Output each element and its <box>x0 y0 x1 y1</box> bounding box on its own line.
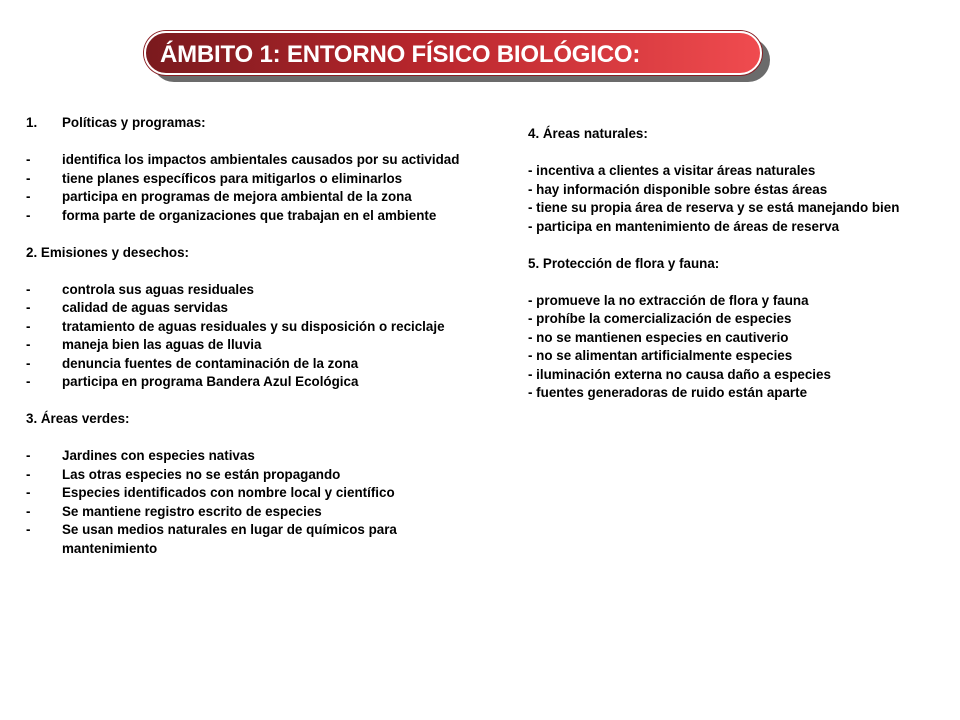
list-item-text: Se usan medios naturales en lugar de químicos para mantenimiento <box>62 522 397 556</box>
list-item-text: Jardines con especies nativas <box>62 448 255 463</box>
list-item-text: participa en programas de mejora ambiental de la zona <box>62 189 412 204</box>
list-item-text: Se mantiene registro escrito de especies <box>62 503 322 519</box>
list-item-text: identifica los impactos ambientales causados por su actividad <box>62 152 460 167</box>
dash-bullet: - <box>26 503 31 519</box>
dash-bullet: - <box>26 374 31 389</box>
dash-bullet: - <box>26 281 31 297</box>
list-item <box>26 318 476 337</box>
list-item <box>26 336 476 355</box>
list-item <box>26 373 476 392</box>
list-item-text: tiene planes específicos para mitigarlos o eliminarlos <box>62 170 403 186</box>
section-2-title: 2. Emisiones y desechos: <box>26 244 189 260</box>
dash-bullet: - <box>26 522 31 537</box>
list-item: - prohíbe la comercialización de especies <box>528 311 792 326</box>
dash-bullet: - <box>26 448 31 463</box>
list-item: - hay información disponible sobre éstas áreas <box>528 181 828 197</box>
dash-bullet: - <box>26 207 31 223</box>
dash-bullet: - <box>26 189 31 204</box>
section-1-title <box>26 114 476 133</box>
list-item-text: tratamiento de aguas residuales y su disposición o reciclaje <box>62 318 445 334</box>
dash-bullet: - <box>26 485 31 500</box>
page-title: ÁMBITO 1: ENTORNO FÍSICO BIOLÓGICO: <box>160 41 641 68</box>
dash-bullet: - <box>26 170 31 186</box>
list-item-text: participa en programa Bandera Azul Ecológica <box>62 374 359 389</box>
list-item-text: maneja bien las aguas de lluvia <box>62 337 262 352</box>
dash-bullet: - <box>26 152 31 167</box>
left-column <box>26 114 476 558</box>
list-item: - participa en mantenimiento de áreas de reserva <box>528 218 840 234</box>
list-item <box>26 355 476 374</box>
list-item: - no se mantienen especies en cautiverio <box>528 329 789 345</box>
list-item <box>26 281 476 300</box>
list-item-text: controla sus aguas residuales <box>62 281 255 297</box>
list-item-text: calidad de aguas servidas <box>62 300 228 315</box>
list-item: - fuentes generadoras de ruido están aparte <box>528 385 808 400</box>
list-item: - tiene su propia área de reserva y se está manejando bien <box>528 200 900 215</box>
list-item: - iluminación externa no causa daño a especies <box>528 366 831 382</box>
dash-bullet: - <box>26 318 31 334</box>
section-3-title: 3. Áreas verdes: <box>26 411 130 426</box>
list-item <box>26 207 476 226</box>
list-item: - promueve la no extracción de flora y fauna <box>528 292 809 308</box>
list-item <box>26 503 476 522</box>
section-5-title: 5. Protección de flora y fauna: <box>528 255 720 271</box>
list-item <box>26 188 476 207</box>
list-item-text: Las otras especies no se están propagando <box>62 466 341 482</box>
dash-bullet: - <box>26 300 31 315</box>
list-item <box>26 521 476 558</box>
dash-bullet: - <box>26 337 31 352</box>
list-item <box>26 170 476 189</box>
list-item-text: Especies identificados con nombre local y científico <box>62 485 395 500</box>
list-item <box>26 484 476 503</box>
section-4-title: 4. Áreas naturales: <box>528 126 648 141</box>
dash-bullet: - <box>26 355 31 371</box>
section-1-title-text: Políticas y programas: <box>62 115 206 130</box>
list-item <box>26 447 476 466</box>
list-item-text: denuncia fuentes de contaminación de la zona <box>62 355 359 371</box>
dash-bullet: - <box>26 466 31 482</box>
list-item <box>26 466 476 485</box>
list-item <box>26 299 476 318</box>
list-item <box>26 151 476 170</box>
section-1-number: 1. <box>26 115 38 130</box>
list-item: - no se alimentan artificialmente especies <box>528 348 793 363</box>
list-item: - incentiva a clientes a visitar áreas naturales <box>528 163 816 178</box>
list-item-text: forma parte de organizaciones que trabajan en el ambiente <box>62 207 437 223</box>
right-column <box>528 125 928 403</box>
